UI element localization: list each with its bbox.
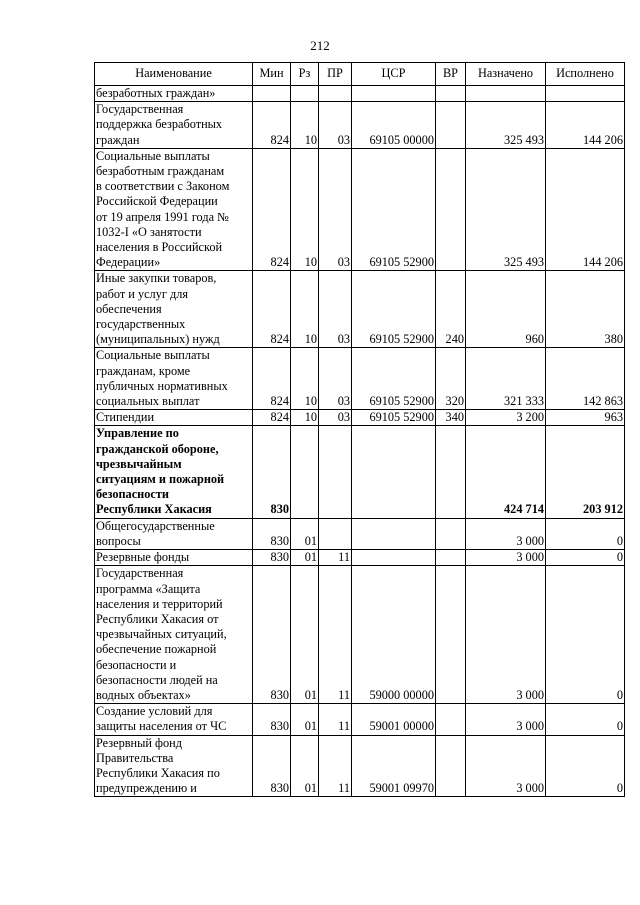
cell-rz: 01 bbox=[291, 566, 319, 704]
column-header-vr: ВР bbox=[436, 63, 466, 86]
cell-assigned: 3 200 bbox=[466, 410, 546, 426]
cell-assigned: 3 000 bbox=[466, 550, 546, 566]
cell-name-line: в соответствии с Законом bbox=[96, 179, 230, 194]
cell-assigned: 424 714 bbox=[466, 426, 546, 518]
cell-min: 830 bbox=[253, 550, 291, 566]
cell-pr: 11 bbox=[319, 566, 352, 704]
cell-name-line: программа «Защита bbox=[96, 581, 201, 596]
cell-name-line: социальных выплат bbox=[96, 394, 200, 409]
cell-name-line: вопросы bbox=[96, 533, 141, 548]
cell-vr bbox=[436, 102, 466, 149]
cell-min: 830 bbox=[253, 704, 291, 735]
cell-pr bbox=[319, 518, 352, 549]
cell-name bbox=[95, 148, 253, 271]
cell-name-line: Создание условий для bbox=[96, 704, 213, 719]
cell-rz: 01 bbox=[291, 735, 319, 797]
cell-rz: 10 bbox=[291, 148, 319, 271]
cell-rz: 10 bbox=[291, 410, 319, 426]
cell-assigned bbox=[466, 86, 546, 102]
cell-vr bbox=[436, 566, 466, 704]
cell-min: 830 bbox=[253, 735, 291, 797]
cell-min: 830 bbox=[253, 426, 291, 518]
cell-executed: 0 bbox=[546, 704, 625, 735]
cell-assigned: 321 333 bbox=[466, 348, 546, 410]
cell-name-line: обеспечение пожарной bbox=[96, 642, 217, 657]
cell-rz: 01 bbox=[291, 518, 319, 549]
cell-name-line: Республики Хакасия от bbox=[96, 611, 219, 626]
cell-name-line: государственных bbox=[96, 317, 186, 332]
cell-assigned: 3 000 bbox=[466, 704, 546, 735]
cell-csr bbox=[352, 550, 436, 566]
cell-name-line: поддержка безработных bbox=[96, 117, 223, 132]
cell-executed bbox=[546, 86, 625, 102]
table-row bbox=[95, 735, 625, 797]
cell-pr bbox=[319, 426, 352, 518]
cell-vr: 320 bbox=[436, 348, 466, 410]
cell-rz: 10 bbox=[291, 348, 319, 410]
table-row bbox=[95, 426, 625, 518]
cell-assigned: 960 bbox=[466, 271, 546, 348]
cell-name-line: безработным гражданам bbox=[96, 164, 225, 179]
table-row bbox=[95, 102, 625, 149]
cell-name-line: ситуациям и пожарной bbox=[96, 472, 225, 487]
cell-pr: 03 bbox=[319, 148, 352, 271]
cell-assigned: 325 493 bbox=[466, 102, 546, 149]
cell-pr bbox=[319, 86, 352, 102]
cell-csr bbox=[352, 86, 436, 102]
cell-rz bbox=[291, 426, 319, 518]
cell-name bbox=[95, 518, 253, 549]
cell-vr bbox=[436, 426, 466, 518]
cell-name-line: предупреждению и bbox=[96, 781, 197, 796]
cell-csr: 69105 52900 bbox=[352, 410, 436, 426]
cell-name-line: Республики Хакасия по bbox=[96, 765, 220, 780]
cell-assigned: 3 000 bbox=[466, 735, 546, 797]
cell-name-line: Федерации» bbox=[96, 255, 161, 270]
cell-name-line: публичных нормативных bbox=[96, 378, 228, 393]
cell-pr: 11 bbox=[319, 550, 352, 566]
cell-name bbox=[95, 566, 253, 704]
budget-table bbox=[94, 62, 625, 797]
cell-name-line: Социальные выплаты bbox=[96, 148, 210, 163]
cell-name bbox=[95, 550, 253, 566]
cell-vr bbox=[436, 518, 466, 549]
cell-executed: 203 912 bbox=[546, 426, 625, 518]
cell-rz: 10 bbox=[291, 102, 319, 149]
cell-name-line: Государственная bbox=[96, 566, 184, 581]
table-row bbox=[95, 518, 625, 549]
column-header-pr: ПР bbox=[319, 63, 352, 86]
cell-name-line: чрезвычайным bbox=[96, 456, 182, 471]
column-header-name: Наименование bbox=[95, 63, 253, 86]
column-header-rz: Рз bbox=[291, 63, 319, 86]
cell-name-line: Российской Федерации bbox=[96, 194, 218, 209]
column-header-executed: Исполнено bbox=[546, 63, 625, 86]
cell-executed: 0 bbox=[546, 735, 625, 797]
cell-name-line: Правительства bbox=[96, 750, 174, 765]
cell-executed: 0 bbox=[546, 550, 625, 566]
cell-name-line: Иные закупки товаров, bbox=[96, 271, 217, 286]
cell-min: 824 bbox=[253, 148, 291, 271]
cell-pr: 03 bbox=[319, 410, 352, 426]
cell-name bbox=[95, 86, 253, 102]
cell-name-line: чрезвычайных ситуаций, bbox=[96, 627, 227, 642]
cell-csr: 69105 52900 bbox=[352, 271, 436, 348]
cell-vr: 340 bbox=[436, 410, 466, 426]
column-header-assigned: Назначено bbox=[466, 63, 546, 86]
cell-rz: 01 bbox=[291, 704, 319, 735]
cell-name bbox=[95, 735, 253, 797]
cell-csr: 69105 00000 bbox=[352, 102, 436, 149]
cell-executed: 0 bbox=[546, 566, 625, 704]
column-header-min: Мин bbox=[253, 63, 291, 86]
page-number: 212 bbox=[310, 38, 330, 53]
cell-executed: 144 206 bbox=[546, 102, 625, 149]
cell-min bbox=[253, 86, 291, 102]
cell-vr bbox=[436, 704, 466, 735]
table-row bbox=[95, 148, 625, 271]
cell-name bbox=[95, 348, 253, 410]
table-header-row bbox=[95, 63, 625, 86]
cell-csr: 59001 09970 bbox=[352, 735, 436, 797]
cell-name-line: населения и территорий bbox=[96, 596, 223, 611]
table-row bbox=[95, 86, 625, 102]
cell-min: 824 bbox=[253, 410, 291, 426]
cell-name-line: безработных граждан» bbox=[96, 86, 216, 100]
cell-min: 830 bbox=[253, 566, 291, 704]
cell-min: 824 bbox=[253, 271, 291, 348]
cell-name-line: безопасности bbox=[96, 487, 169, 502]
cell-pr: 03 bbox=[319, 102, 352, 149]
cell-name bbox=[95, 704, 253, 735]
cell-name bbox=[95, 271, 253, 348]
cell-min: 824 bbox=[253, 102, 291, 149]
cell-name-line: безопасности и bbox=[96, 657, 177, 672]
cell-csr: 59000 00000 bbox=[352, 566, 436, 704]
table-row bbox=[95, 566, 625, 704]
cell-vr: 240 bbox=[436, 271, 466, 348]
cell-vr bbox=[436, 86, 466, 102]
cell-name-line: защиты населения от ЧС bbox=[96, 719, 227, 734]
cell-executed: 380 bbox=[546, 271, 625, 348]
cell-executed: 142 863 bbox=[546, 348, 625, 410]
cell-vr bbox=[436, 735, 466, 797]
table-row bbox=[95, 348, 625, 410]
cell-name bbox=[95, 102, 253, 149]
table-row bbox=[95, 410, 625, 426]
cell-assigned: 3 000 bbox=[466, 518, 546, 549]
cell-name-line: обеспечения bbox=[96, 301, 162, 316]
cell-name-line: (муниципальных) нужд bbox=[96, 332, 220, 347]
cell-name-line: Общегосударственные bbox=[96, 518, 215, 533]
cell-name-line: населения в Российской bbox=[96, 240, 223, 255]
cell-csr: 69105 52900 bbox=[352, 348, 436, 410]
cell-csr bbox=[352, 426, 436, 518]
cell-pr: 11 bbox=[319, 735, 352, 797]
cell-min: 824 bbox=[253, 348, 291, 410]
cell-name-line: водных объектах» bbox=[96, 687, 191, 702]
cell-min: 830 bbox=[253, 518, 291, 549]
cell-executed: 963 bbox=[546, 410, 625, 426]
cell-rz bbox=[291, 86, 319, 102]
cell-name-line: Резервные фонды bbox=[96, 550, 190, 565]
cell-rz: 01 bbox=[291, 550, 319, 566]
cell-vr bbox=[436, 148, 466, 271]
cell-csr: 59001 00000 bbox=[352, 704, 436, 735]
cell-assigned: 325 493 bbox=[466, 148, 546, 271]
table-row bbox=[95, 704, 625, 735]
cell-name-line: Республики Хакасия bbox=[96, 502, 212, 517]
cell-name-line: Стипендии bbox=[96, 410, 155, 425]
cell-name-line: гражданской обороне, bbox=[96, 441, 219, 456]
table-row bbox=[95, 550, 625, 566]
table-row bbox=[95, 271, 625, 348]
cell-name-line: 1032-I «О занятости bbox=[96, 224, 202, 239]
table-body bbox=[95, 86, 625, 797]
cell-name-line: Социальные выплаты bbox=[96, 348, 210, 363]
cell-name-line: гражданам, кроме bbox=[96, 363, 191, 378]
cell-pr: 11 bbox=[319, 704, 352, 735]
cell-csr: 69105 52900 bbox=[352, 148, 436, 271]
cell-name-line: Государственная bbox=[96, 102, 184, 117]
cell-executed: 144 206 bbox=[546, 148, 625, 271]
cell-name-line: работ и услуг для bbox=[96, 286, 189, 301]
cell-name-line: Резервный фонд bbox=[96, 735, 183, 750]
cell-name-line: граждан bbox=[96, 132, 140, 147]
cell-name-line: безопасности людей на bbox=[96, 672, 218, 687]
column-header-csr: ЦСР bbox=[352, 63, 436, 86]
cell-rz: 10 bbox=[291, 271, 319, 348]
cell-name bbox=[95, 426, 253, 518]
cell-csr bbox=[352, 518, 436, 549]
cell-name bbox=[95, 410, 253, 426]
cell-name-line: Управление по bbox=[96, 426, 179, 441]
cell-executed: 0 bbox=[546, 518, 625, 549]
cell-assigned: 3 000 bbox=[466, 566, 546, 704]
cell-vr bbox=[436, 550, 466, 566]
cell-pr: 03 bbox=[319, 271, 352, 348]
cell-name-line: от 19 апреля 1991 года № bbox=[96, 209, 229, 224]
cell-pr: 03 bbox=[319, 348, 352, 410]
